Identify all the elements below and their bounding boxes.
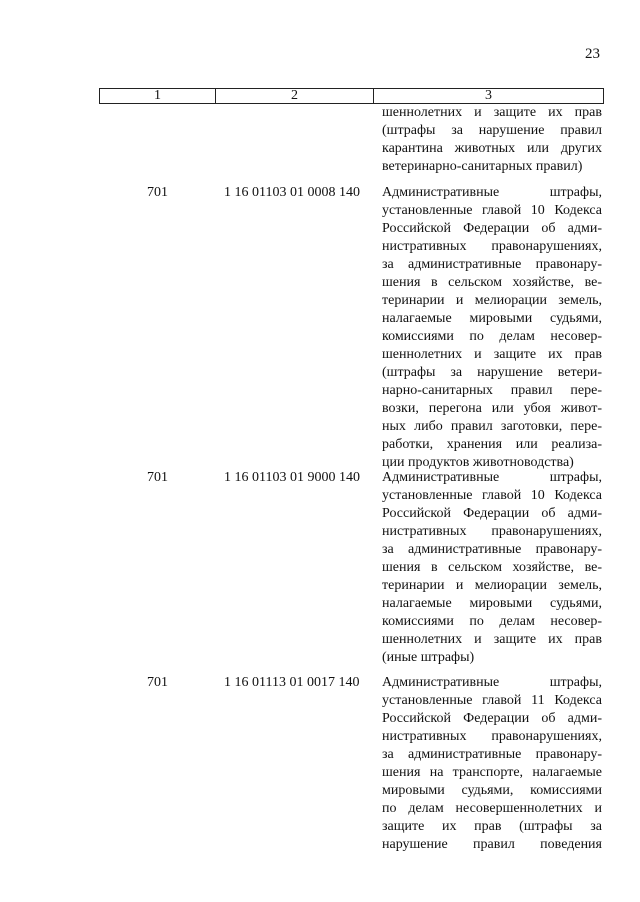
table-header	[99, 88, 604, 104]
description-line: Административные штрафы,	[382, 185, 602, 200]
description-line: теринарии и мелиорации земель,	[382, 578, 602, 593]
description-line: шения в сельском хозяйстве, ве-	[382, 560, 602, 575]
description-line: нистративных правонарушениях,	[382, 729, 602, 744]
description-line: по делам несовершеннолетних и	[382, 801, 602, 816]
description-line: установленные главой 10 Кодекса	[382, 488, 602, 503]
description-line: работки, хранения или реализа-	[382, 437, 602, 452]
description-line: мировыми судьями, комиссиями	[382, 783, 602, 798]
row-code-admin: 701	[147, 470, 168, 485]
description-line: ных либо правил заготовки, пере-	[382, 419, 602, 434]
description-line: карантина животных или других	[382, 141, 602, 156]
row-description	[382, 184, 602, 472]
description-line: ции продуктов животноводства)	[382, 455, 574, 470]
description-line: нарушение правил поведения	[382, 837, 602, 852]
header-col-3: 3	[373, 89, 603, 103]
description-line: нарно-санитарных правил пере-	[382, 383, 602, 398]
description-line: Российской Федерации об адми-	[382, 221, 602, 236]
description-line: шеннолетних и защите их прав	[382, 347, 602, 362]
description-line: Российской Федерации об адми-	[382, 711, 602, 726]
row-description	[382, 469, 602, 667]
description-line: шения на транспорте, налагаемые	[382, 765, 602, 780]
description-line: нистративных правонарушениях,	[382, 239, 602, 254]
page-number: 23	[585, 46, 600, 62]
description-line: (штрафы за нарушение правил	[382, 123, 602, 138]
row-code-kbk: 1 16 01113 01 0017 140	[224, 675, 360, 690]
description-line: налагаемые мировыми судьями,	[382, 596, 602, 611]
description-line: ветеринарно-санитарных правил)	[382, 159, 583, 174]
header-col-1: 1	[154, 88, 161, 103]
description-line: возки, перегона или убоя живот-	[382, 401, 602, 416]
description-line: (штрафы за нарушение ветери-	[382, 365, 602, 380]
description-line: комиссиями по делам несовер-	[382, 329, 602, 344]
description-line: комиссиями по делам несовер-	[382, 614, 602, 629]
description-line: установленные главой 11 Кодекса	[382, 693, 602, 708]
description-line: Административные штрафы,	[382, 675, 602, 690]
description-line: установленные главой 10 Кодекса	[382, 203, 602, 218]
description-line: шеннолетних и защите их прав	[382, 632, 602, 647]
description-line: Российской Федерации об адми-	[382, 506, 602, 521]
description-line: за административные правонару-	[382, 257, 602, 272]
row-description	[382, 674, 602, 854]
description-line: нистративных правонарушениях,	[382, 524, 602, 539]
description-line: шеннолетних и защите их прав	[382, 105, 602, 120]
row-code-admin: 701	[147, 675, 168, 690]
description-line: (иные штрафы)	[382, 650, 475, 665]
description-line: шения в сельском хозяйстве, ве-	[382, 275, 602, 290]
description-line: за административные правонару-	[382, 542, 602, 557]
description-line: за административные правонару-	[382, 747, 602, 762]
description-line: защите их прав (штрафы за	[382, 819, 602, 834]
description-line: налагаемые мировыми судьями,	[382, 311, 602, 326]
row-code-kbk: 1 16 01103 01 0008 140	[224, 185, 360, 200]
description-line: Административные штрафы,	[382, 470, 602, 485]
row-code-admin: 701	[147, 185, 168, 200]
row-description	[382, 104, 602, 176]
header-col-2: 2	[215, 89, 373, 103]
row-code-kbk: 1 16 01103 01 9000 140	[224, 470, 360, 485]
description-line: теринарии и мелиорации земель,	[382, 293, 602, 308]
